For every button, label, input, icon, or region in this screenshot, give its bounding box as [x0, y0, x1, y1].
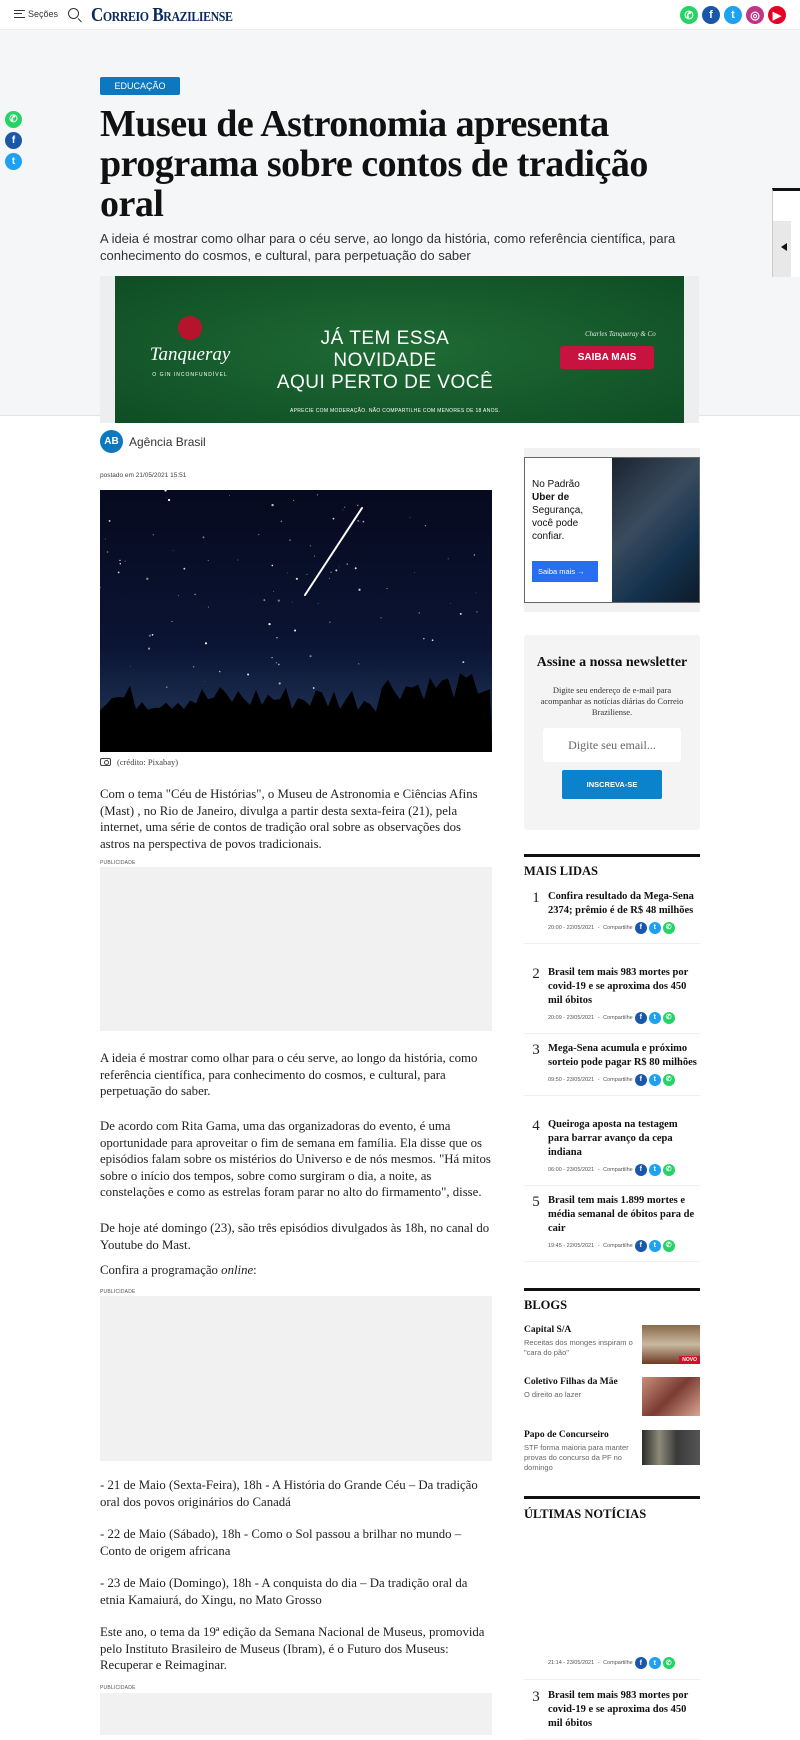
most-read-item[interactable] — [524, 966, 700, 1034]
sep: - — [596, 1015, 602, 1021]
star — [423, 638, 425, 640]
ultimas-heading: ÚLTIMAS NOTÍCIAS — [524, 1507, 647, 1521]
ad-headline — [270, 328, 500, 394]
star — [344, 507, 345, 508]
star — [330, 572, 331, 573]
banner-ad[interactable] — [100, 276, 699, 423]
item-time: 21:14 - 23/05/2021 — [548, 1660, 595, 1666]
divider — [524, 1288, 700, 1291]
share-label: Compartilhe — [603, 1243, 633, 1249]
night-sky-image — [100, 490, 492, 752]
star — [476, 593, 477, 594]
ad-slot — [100, 1296, 492, 1461]
star — [205, 642, 207, 644]
star — [237, 560, 238, 561]
item-time: 19:45 - 22/05/2021 — [548, 1243, 595, 1249]
item-number: 3 — [532, 1689, 540, 1705]
star — [193, 666, 194, 667]
item-number: 1 — [532, 890, 540, 906]
item-time: 09:50 - 23/05/2021 — [548, 1077, 595, 1083]
share-label: Compartilhe — [603, 1660, 633, 1666]
item-number: 2 — [532, 966, 540, 982]
ad-slot — [100, 1693, 492, 1735]
uber-ad[interactable] — [524, 448, 700, 612]
ad-headline-2: AQUI PERTO DE VOCÊ — [276, 372, 494, 393]
item-time: 06:00 - 23/05/2021 — [548, 1167, 595, 1173]
star — [281, 521, 282, 522]
star — [307, 574, 308, 575]
star — [358, 663, 359, 664]
facebook-icon[interactable]: f — [635, 1657, 647, 1669]
divider — [524, 1496, 700, 1499]
star — [271, 657, 272, 658]
facebook-icon[interactable]: f — [635, 1240, 647, 1252]
star — [166, 497, 167, 498]
blog-title: Papo de Concurseiro — [524, 1430, 609, 1440]
star — [130, 666, 131, 667]
article-subtitle: A ideia é mostrar como olhar para o céu serve, ao longo da história, como referência científica, para conhecimento do cosmos, e cultural, para perpetuação do saber — [100, 231, 676, 263]
posted-date: postado em 21/05/2021 15:51 — [100, 472, 187, 479]
item-number: 5 — [532, 1194, 540, 1210]
subscribe-button[interactable]: INSCREVA-SE — [562, 770, 662, 799]
article-title: Museu de Astronomia apresenta programa sobre contos de tradição oral — [100, 103, 648, 225]
instagram-icon[interactable]: ◎ — [746, 6, 764, 24]
newsletter-box — [524, 635, 700, 830]
star — [335, 569, 337, 571]
uber-cta-button[interactable]: Saiba mais → — [532, 561, 598, 582]
facebook-icon[interactable]: f — [635, 922, 647, 934]
item-number: 4 — [532, 1118, 540, 1134]
menu-label: Seções — [28, 9, 59, 19]
star — [289, 539, 290, 540]
star — [109, 520, 111, 522]
facebook-icon[interactable]: f — [635, 1012, 647, 1024]
item-time: 20:09 - 23/05/2021 — [548, 1015, 595, 1021]
star — [425, 525, 426, 526]
star — [317, 494, 318, 495]
star — [292, 602, 293, 603]
star — [313, 687, 315, 689]
star — [448, 558, 449, 559]
facebook-icon[interactable]: f — [5, 132, 22, 149]
photo-credit-text: (crédito: Pixabay) — [117, 757, 179, 767]
star — [173, 550, 174, 551]
twitter-icon[interactable]: t — [649, 1240, 661, 1252]
star — [343, 510, 344, 511]
shooting-star — [305, 508, 362, 595]
twitter-icon[interactable]: t — [724, 6, 742, 24]
email-input[interactable]: Digite seu email... — [543, 728, 681, 762]
star — [194, 594, 196, 596]
blogs-heading: BLOGS — [524, 1298, 568, 1312]
ad-headline-1: JÁ TEM ESSA NOVIDADE — [320, 328, 450, 371]
side-drawer-toggle[interactable] — [772, 188, 800, 277]
star — [329, 578, 330, 579]
avatar: AB — [100, 430, 123, 453]
star — [166, 686, 167, 687]
star — [476, 611, 477, 612]
sep: - — [596, 1167, 602, 1173]
star — [418, 612, 420, 614]
blog-item[interactable] — [524, 1325, 700, 1364]
header-social-links — [680, 6, 786, 24]
ad-brand — [145, 316, 235, 378]
sep: - — [596, 1660, 602, 1666]
star — [296, 578, 298, 580]
whatsapp-icon[interactable]: ✆ — [663, 1657, 675, 1669]
star — [409, 517, 410, 518]
star — [474, 554, 475, 555]
blog-summary: Receitas dos monges inspiram o "cara do pão" — [524, 1338, 633, 1357]
brand-seal-icon — [178, 316, 202, 340]
star — [279, 682, 281, 684]
tanqueray-ad[interactable] — [115, 276, 684, 423]
t: No Padrão — [532, 479, 580, 490]
star — [273, 591, 274, 592]
star — [203, 536, 205, 538]
site-logo[interactable]: Correio Braziliense — [91, 4, 233, 26]
star — [293, 500, 294, 501]
star — [100, 587, 101, 588]
whatsapp-icon[interactable]: ✆ — [663, 1012, 675, 1024]
paragraph: Este ano, o tema da 19ª edição da Semana Nacional de Museus, promovida pelo Instituto Brasileiro de Museus (Ibram), é o Futuro dos Museus: Recuperar e Reimaginar. — [100, 1625, 485, 1673]
whatsapp-icon[interactable]: ✆ — [663, 1164, 675, 1176]
item-title: Mega-Sena acumula e próximo sorteio pode pagar R$ 80 milhões — [548, 1043, 697, 1068]
t: Uber de — [532, 492, 570, 503]
item-title: Brasil tem mais 1.899 mortes e média semanal de óbitos para de cair — [548, 1195, 695, 1234]
most-read-item[interactable] — [524, 890, 700, 944]
star — [146, 578, 148, 580]
star — [107, 551, 109, 553]
share-label: Compartilhe — [603, 925, 633, 931]
star — [204, 681, 205, 682]
star — [414, 572, 415, 573]
twitter-icon[interactable]: t — [649, 1657, 661, 1669]
star — [339, 566, 340, 567]
sep: - — [596, 1077, 602, 1083]
ad-label: PUBLICIDADE — [100, 1289, 136, 1295]
schedule-item: - 22 de Maio (Sábado), 18h - Como o Sol passou a brilhar no mundo – Conto de origem africana — [100, 1527, 462, 1558]
star — [164, 490, 166, 492]
news-item[interactable] — [524, 1689, 700, 1740]
star — [460, 613, 462, 615]
uber-ad-photo — [612, 458, 699, 602]
text-em: online — [221, 1263, 254, 1277]
blog-item[interactable] — [524, 1430, 700, 1473]
arrow-left-icon — [781, 243, 787, 251]
treeline — [100, 673, 492, 752]
star — [153, 534, 154, 535]
star — [276, 662, 277, 663]
brand-sub: O GIN INCONFUNDÍVEL — [152, 372, 228, 378]
twitter-icon[interactable]: t — [649, 1074, 661, 1086]
blog-thumbnail — [642, 1325, 700, 1364]
blog-item[interactable] — [524, 1377, 700, 1416]
star — [208, 560, 209, 561]
star — [183, 568, 185, 570]
sep: - — [596, 1243, 602, 1249]
item-number: 3 — [532, 1042, 540, 1058]
star — [310, 545, 311, 546]
whatsapp-icon[interactable]: ✆ — [5, 111, 22, 128]
divider — [524, 854, 700, 857]
new-badge: NOVO — [679, 1356, 700, 1364]
star — [208, 607, 209, 608]
star — [152, 634, 154, 636]
site-header — [0, 0, 800, 30]
whatsapp-icon[interactable]: ✆ — [663, 1240, 675, 1252]
paragraph: A ideia é mostrar como olhar para o céu serve, ao longo da história, como referência científica, para conhecimento do cosmos, e cultural, para perpetuação do saber. — [100, 1051, 478, 1099]
blog-title: Coletivo Filhas da Mãe — [524, 1377, 618, 1387]
article-hero — [0, 30, 800, 416]
star — [276, 637, 277, 638]
star — [294, 630, 296, 632]
most-read-item[interactable] — [524, 1118, 700, 1186]
item-time: 20:00 - 22/05/2021 — [548, 925, 595, 931]
facebook-icon[interactable]: f — [635, 1164, 647, 1176]
blog-summary: O direito ao lazer — [524, 1390, 582, 1399]
facebook-icon[interactable]: f — [702, 6, 720, 24]
twitter-icon[interactable]: t — [649, 922, 661, 934]
star — [272, 565, 274, 567]
uber-ad-text — [525, 458, 612, 602]
sections-menu-button[interactable] — [14, 9, 58, 19]
star — [287, 573, 288, 574]
whatsapp-icon[interactable]: ✆ — [663, 922, 675, 934]
star — [258, 534, 259, 535]
star — [432, 639, 434, 641]
whatsapp-icon[interactable]: ✆ — [663, 1074, 675, 1086]
text: Confira a programação — [100, 1263, 222, 1277]
search-icon[interactable] — [68, 8, 79, 19]
text: : — [253, 1263, 257, 1277]
camera-icon — [100, 758, 111, 766]
t: Segurança, — [532, 505, 584, 516]
ad-signature: Charles Tanqueray & Co — [585, 330, 656, 338]
sep: - — [596, 925, 602, 931]
star — [309, 655, 311, 657]
star — [357, 505, 358, 506]
paragraph — [100, 1262, 492, 1279]
mais-lidas-heading: MAIS LIDAS — [524, 864, 598, 878]
paragraph: De acordo com Rita Gama, uma das organizadoras do evento, é uma oportunidade para aproveitar o fim de semana em família. Ela disse que os episódios falam sobre os mistérios do Universo e de nós mesmos. "Há mitos sobre o início dos tempos, sobre como surgiram o dia, a noite, as constelações e como as estrelas foram parar no alto do firmamento", disse. — [100, 1119, 491, 1200]
menu-icon — [14, 10, 25, 18]
blog-thumbnail — [642, 1430, 700, 1465]
star — [462, 661, 464, 663]
left-share-bar — [5, 111, 22, 170]
item-title: Brasil tem mais 983 mortes por covid-19 e se aproxima dos 450 mil óbitos — [548, 1690, 689, 1729]
most-read-item[interactable] — [524, 1042, 700, 1096]
star — [387, 588, 388, 589]
star — [314, 556, 315, 557]
photo-credit — [100, 757, 178, 767]
newsletter-text: Digite seu endereço de e-mail para acompanhar as notícias diárias do Correio Braziliense. — [540, 685, 684, 717]
star — [149, 635, 151, 637]
ad-slot — [100, 867, 492, 1031]
facebook-icon[interactable]: f — [635, 1074, 647, 1086]
star — [219, 671, 221, 673]
most-read-item[interactable] — [524, 1194, 700, 1262]
star — [268, 623, 270, 625]
brand-name: Tanqueray — [149, 344, 231, 365]
t: confiar. — [532, 531, 565, 542]
ad-cta-button[interactable]: SAIBA MAIS — [560, 346, 654, 369]
star — [357, 520, 359, 522]
twitter-icon[interactable]: t — [5, 153, 22, 170]
star — [105, 539, 106, 540]
blog-title: Capital S/A — [524, 1325, 572, 1335]
star — [329, 621, 330, 622]
blog-thumbnail — [642, 1377, 700, 1416]
share-label: Compartilhe — [603, 1077, 633, 1083]
star — [347, 564, 348, 565]
share-label: Compartilhe — [603, 1015, 633, 1021]
star — [363, 521, 365, 523]
star — [278, 664, 280, 666]
star — [318, 603, 319, 604]
item-title: Queiroga aposta na testagem para barrar avanço da cepa indiana — [548, 1119, 678, 1158]
schedule-item: - 23 de Maio (Domingo), 18h - A conquista do dia – Da tradição oral da etnia Kamaiurá, do Xingu, no Mato Grosso — [100, 1576, 468, 1607]
ad-label: PUBLICIDADE — [100, 1685, 136, 1691]
star — [120, 563, 121, 564]
twitter-icon[interactable]: t — [649, 1012, 661, 1024]
star — [229, 495, 230, 496]
paragraph: Com o tema "Céu de Histórias", o Museu de Astronomia e Ciências Afins (Mast) , no Rio de Janeiro, divulga a partir desta sexta-feira (21), pela internet, uma série de contos de tradição oral sobre as observações dos astros na perspectiva de povos tradicionais. — [100, 787, 478, 851]
star — [358, 589, 360, 591]
star — [118, 572, 120, 574]
author[interactable] — [100, 430, 206, 453]
star — [333, 518, 335, 520]
blog-summary: STF forma maioria para manter provas do concurso da PF no domingo — [524, 1443, 629, 1472]
star — [263, 599, 265, 601]
star — [247, 674, 249, 676]
star — [178, 595, 179, 596]
star — [172, 621, 173, 622]
t: você pode — [532, 518, 579, 529]
ad-label: PUBLICIDADE — [100, 860, 136, 866]
share-label: Compartilhe — [603, 1167, 633, 1173]
star — [168, 499, 170, 501]
twitter-icon[interactable]: t — [649, 1164, 661, 1176]
star — [355, 567, 357, 569]
news-item-partial[interactable] — [524, 1654, 700, 1680]
schedule-item: - 21 de Maio (Sexta-Feira), 18h - A História do Grande Céu – Da tradição oral dos povos originários do Canadá — [100, 1478, 478, 1509]
star — [119, 560, 120, 561]
star — [125, 561, 126, 562]
item-title: Brasil tem mais 983 mortes por covid-19 e se aproxima dos 450 mil óbitos — [548, 967, 689, 1006]
ad-disclaimer: APRECIE COM MODERAÇÃO. NÃO COMPARTILHE COM MENORES DE 18 ANOS. — [290, 408, 501, 414]
youtube-icon[interactable]: ▶ — [768, 6, 786, 24]
star — [148, 648, 150, 650]
whatsapp-icon[interactable]: ✆ — [680, 6, 698, 24]
author-name: Agência Brasil — [129, 434, 206, 449]
star — [450, 603, 451, 604]
article-photo — [100, 490, 492, 752]
star — [271, 504, 273, 506]
star — [278, 600, 280, 602]
newsletter-title: Assine a nossa newsletter — [536, 655, 688, 670]
paragraph: De hoje até domingo (23), são três episódios divulgados às 18h, no canal do Youtube do Mast. — [100, 1221, 490, 1252]
item-title: Confira resultado da Mega-Sena 2374; prêmio é de R$ 48 milhões — [548, 891, 694, 916]
star — [381, 617, 382, 618]
category-badge[interactable]: EDUCAÇÃO — [100, 77, 180, 95]
